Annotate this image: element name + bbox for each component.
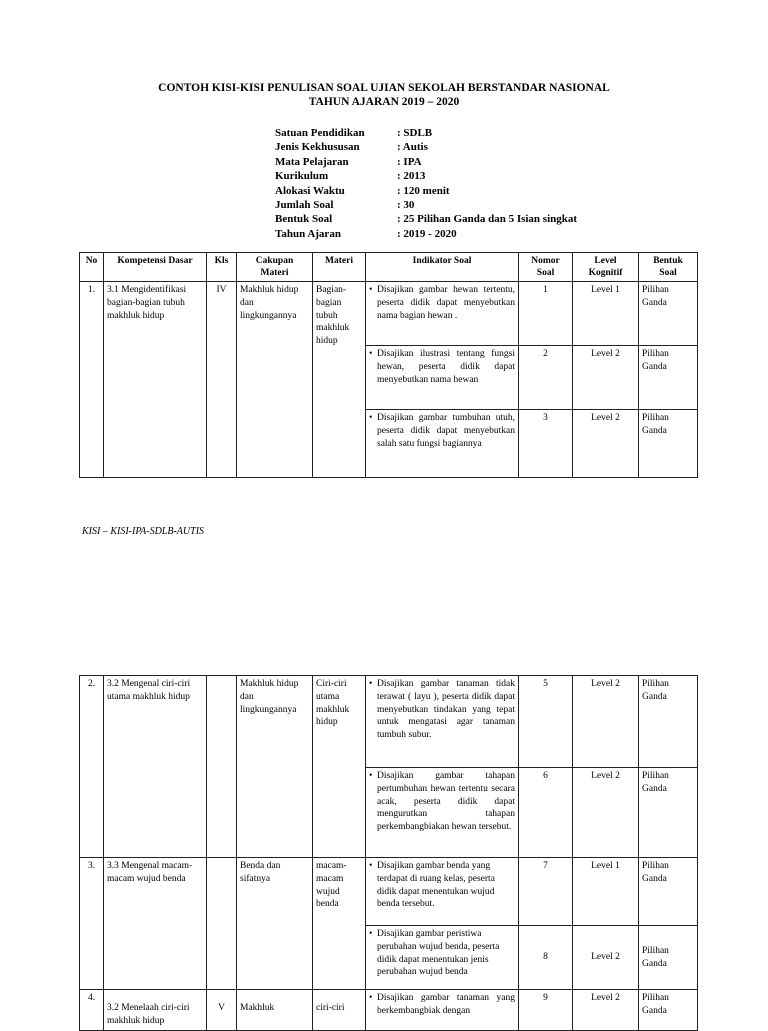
kisi-table-1 [79, 252, 698, 478]
indikator-soal: • Disajikan ilustrasi tentang fungsi hewan, peserta didik dapat menyebutkan nama hewan [366, 346, 519, 410]
bullet-icon: • [369, 413, 373, 423]
indikator-soal: • Disajikan gambar tanaman tidak terawat ( layu ), peserta didik dapat menyebutkan tindakan yang tepat untuk mengatasi agar tanaman tumbuh subur. [366, 676, 519, 768]
header-nomor-soal: Nomor Soal [519, 253, 573, 282]
document-title: CONTOH KISI-KISI PENULISAN SOAL UJIAN SEKOLAH BERSTANDAR NASIONAL [158, 82, 610, 94]
indikator-soal: • Disajikan gambar tumbuhan utuh, peserta didik dapat menyebutkan salah satu fungsi bagiannya [366, 410, 519, 478]
kelas: V [207, 990, 237, 1031]
nomor-soal: 8 [519, 926, 573, 990]
table-row [80, 282, 698, 346]
meta-tahun-ajaran: Tahun Ajaran : 2019 - 2020 [275, 227, 457, 240]
nomor-soal: 9 [519, 990, 573, 1031]
table-header-row [80, 253, 698, 282]
header-level-kognitif: Level Kognitif [573, 253, 639, 282]
row-number: 3. [80, 858, 104, 990]
header-kompetensi-dasar: Kompetensi Dasar [104, 253, 207, 282]
bentuk-soal: Pilihan Ganda [639, 990, 698, 1031]
materi: ciri-ciri [313, 990, 366, 1031]
meta-kurikulum: Kurikulum : 2013 [275, 170, 426, 183]
kompetensi-dasar: 3.3 Mengenal macam-macam wujud benda [104, 858, 207, 990]
header-indikator-soal: Indikator Soal [366, 253, 519, 282]
kelas [207, 858, 237, 990]
header-bentuk-soal: Bentuk Soal [639, 253, 698, 282]
kelas [207, 676, 237, 858]
header-materi: Materi [313, 253, 366, 282]
table-row [80, 858, 698, 926]
indikator-soal: • Disajikan gambar peristiwa perubahan wujud benda, peserta didik dapat menentukan jenis perubahan wujud benda [366, 926, 519, 990]
cakupan-materi: Makhluk hidup dan lingkungannya [237, 676, 313, 858]
meta-alokasi-waktu: Alokasi Waktu : 120 menit [275, 184, 450, 197]
bentuk-soal: Pilihan Ganda [639, 768, 698, 858]
bentuk-soal: Pilihan Ganda [639, 858, 698, 926]
table-row [80, 990, 698, 1031]
bullet-icon: • [369, 929, 373, 939]
meta-jenis-kekhususan: Jenis Kekhususan : Autis [275, 141, 428, 154]
meta-bentuk-soal: Bentuk Soal : 25 Pilihan Ganda dan 5 Isian singkat [275, 213, 578, 226]
meta-jumlah-soal: Jumlah Soal : 30 [275, 198, 415, 211]
table-row [80, 676, 698, 768]
kompetensi-dasar: 3.2 Mengenal ciri-ciri utama makhluk hidup [104, 676, 207, 858]
materi: macam-macam wujud benda [313, 858, 366, 990]
level-kognitif: Level 1 [573, 282, 639, 346]
header-kls: Kls [207, 253, 237, 282]
level-kognitif: Level 1 [573, 858, 639, 926]
indikator-soal: • Disajikan gambar hewan tertentu, peserta didik dapat menyebutkan nama bagian hewan . [366, 282, 519, 346]
level-kognitif: Level 2 [573, 410, 639, 478]
level-kognitif: Level 2 [573, 676, 639, 768]
cakupan-materi: Makhluk [237, 990, 313, 1031]
identity-block [275, 126, 577, 241]
bentuk-soal: Pilihan Ganda [639, 926, 698, 990]
nomor-soal: 6 [519, 768, 573, 858]
level-kognitif: Level 2 [573, 346, 639, 410]
kelas: IV [207, 282, 237, 478]
bentuk-soal: Pilihan Ganda [639, 410, 698, 478]
bullet-icon: • [369, 349, 373, 359]
nomor-soal: 5 [519, 676, 573, 768]
level-kognitif: Level 2 [573, 990, 639, 1031]
indikator-soal: • Disajikan gambar tanaman yang berkembangbiak dengan [366, 990, 519, 1031]
nomor-soal: 7 [519, 858, 573, 926]
meta-mata-pelajaran: Mata Pelajaran : IPA [275, 155, 422, 168]
header-cakupan-materi: Cakupan Materi [237, 253, 313, 282]
level-kognitif: Level 2 [573, 768, 639, 858]
nomor-soal: 1 [519, 282, 573, 346]
nomor-soal: 2 [519, 346, 573, 410]
bullet-icon: • [369, 993, 373, 1003]
row-number: 2. [80, 676, 104, 858]
bullet-icon: • [369, 679, 373, 689]
bullet-icon: • [369, 771, 373, 781]
bullet-icon: • [369, 285, 373, 295]
materi: Ciri-ciri utama makhluk hidup [313, 676, 366, 858]
document-subtitle: TAHUN AJARAN 2019 – 2020 [308, 96, 460, 108]
materi: Bagian-bagian tubuh makhluk hidup [313, 282, 366, 478]
bentuk-soal: Pilihan Ganda [639, 346, 698, 410]
kisi-table-2 [79, 675, 698, 1031]
bullet-icon: • [369, 861, 373, 871]
bentuk-soal: Pilihan Ganda [639, 676, 698, 768]
meta-satuan-pendidikan: Satuan Pendidikan : SDLB [275, 127, 433, 139]
kompetensi-dasar: 3.1 Mengidentifikasi bagian-bagian tubuh makhluk hidup [104, 282, 207, 478]
nomor-soal: 3 [519, 410, 573, 478]
cakupan-materi: Benda dan sifatnya [237, 858, 313, 990]
page-caption: KISI – KISI-IPA-SDLB-AUTIS [82, 526, 205, 537]
row-number: 4. [80, 990, 104, 1031]
bentuk-soal: Pilihan Ganda [639, 282, 698, 346]
indikator-soal: • Disajikan gambar tahapan pertumbuhan hewan tertentu secara acak, peserta didik dapat mengurutkan tahapan perkembangbiakan hewan tersebut. [366, 768, 519, 858]
cakupan-materi: Makhluk hidup dan lingkungannya [237, 282, 313, 478]
kompetensi-dasar: 3.2 Menelaah ciri-ciri makhluk hidup [104, 990, 207, 1031]
level-kognitif: Level 2 [573, 926, 639, 990]
row-number: 1. [80, 282, 104, 478]
header-no: No [80, 253, 104, 282]
indikator-soal: • Disajikan gambar benda yang terdapat di ruang kelas, peserta didik dapat menentukan wujud benda tersebut. [366, 858, 519, 926]
